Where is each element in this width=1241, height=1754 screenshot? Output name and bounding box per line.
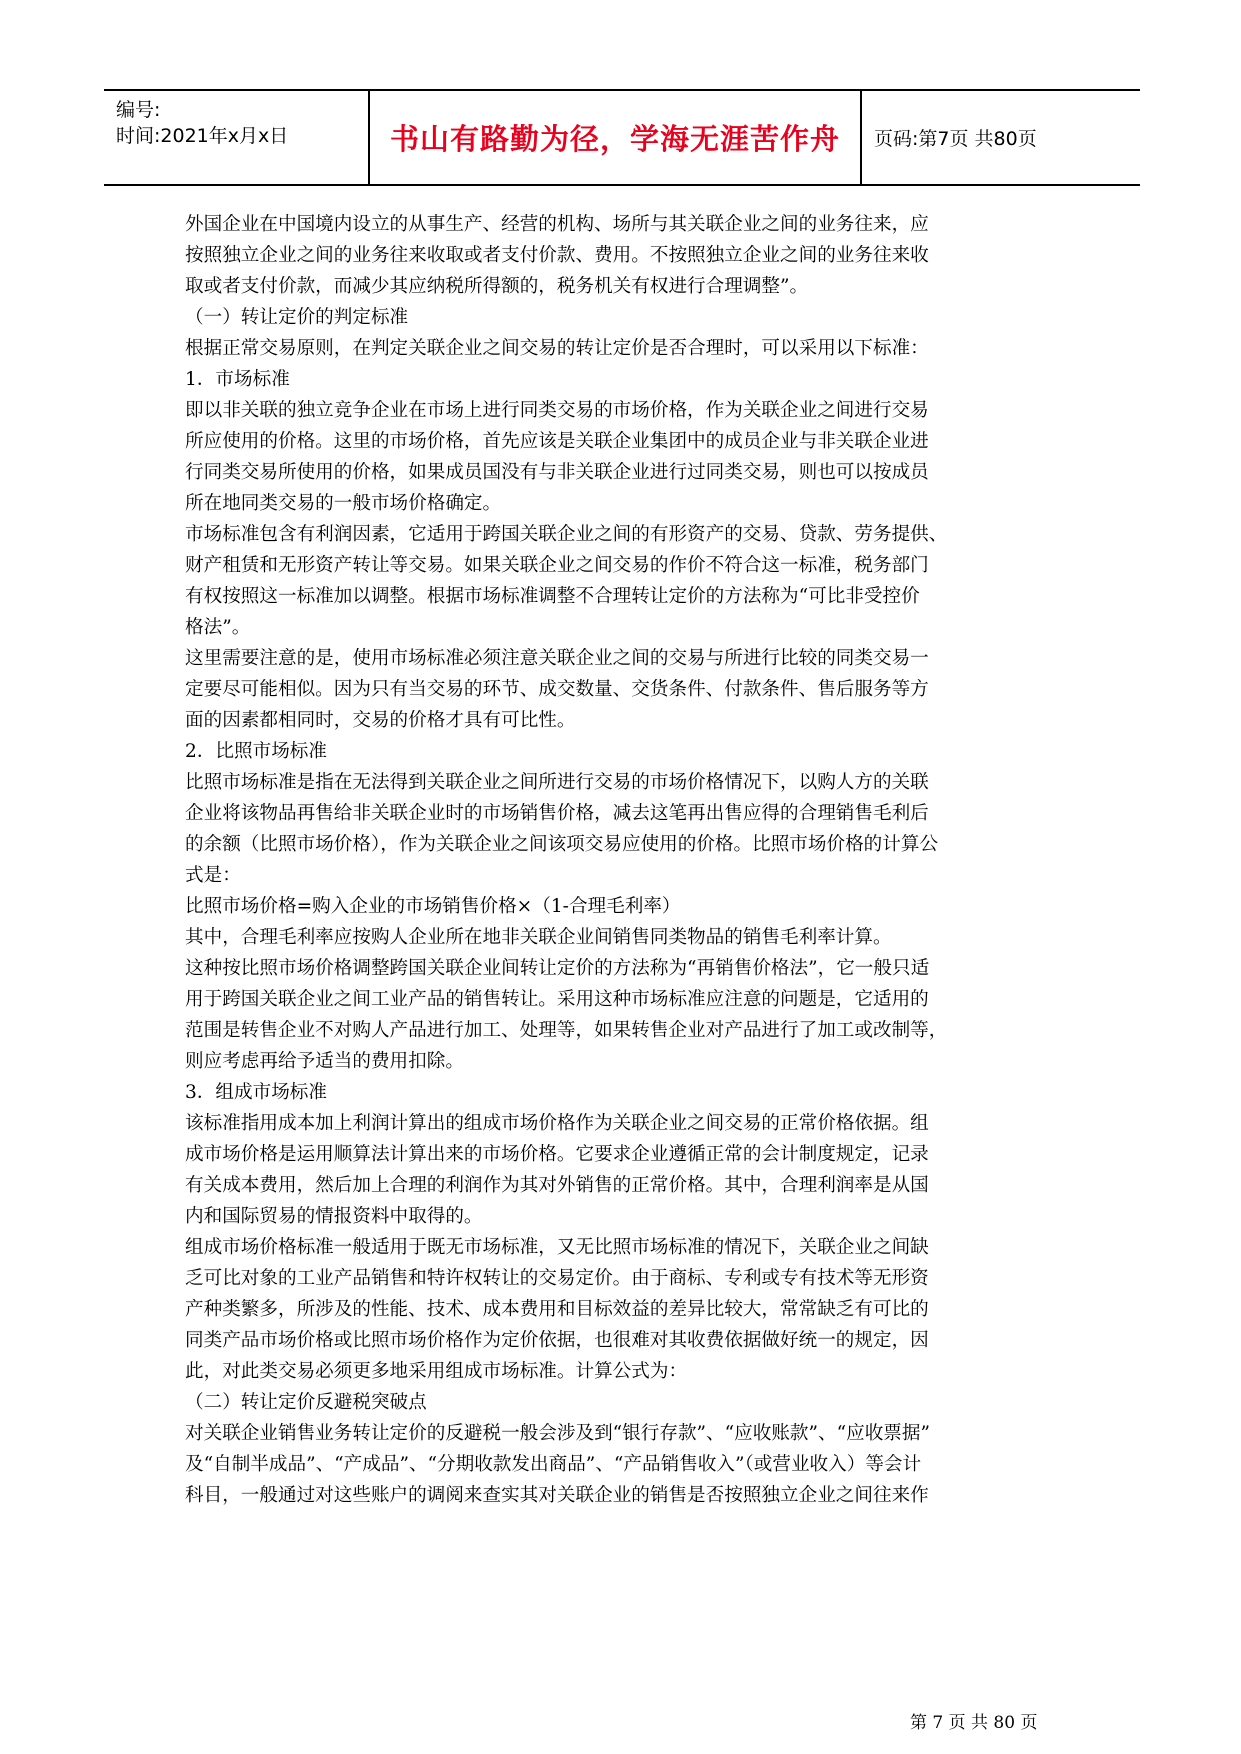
text-line: 该标准指用成本加上利润计算出的组成市场价格作为关联企业之间交易的正常价格依据。组 bbox=[185, 1113, 929, 1134]
text-line: 对关联企业销售业务转让定价的反避税一般会涉及到“银行存款”、“应收账款”、“应收票据” bbox=[185, 1423, 931, 1444]
text-line: 所应使用的价格。这里的市场价格，首先应该是关联企业集团中的成员企业与非关联企业进 bbox=[185, 431, 929, 452]
text-line: 即以非关联的独立竞争企业在市场上进行同类交易的市场价格，作为关联企业之间进行交易 bbox=[185, 400, 929, 421]
text-line: 定要尽可能相似。因为只有当交易的环节、成交数量、交货条件、付款条件、售后服务等方 bbox=[185, 679, 929, 700]
text-line: 有关成本费用，然后加上合理的利润作为其对外销售的正常价格。其中，合理利润率是从国 bbox=[185, 1175, 929, 1196]
text-line: 所在地同类交易的一般市场价格确定。 bbox=[185, 493, 502, 514]
header-page-cell bbox=[862, 91, 1140, 184]
text-line: 科目，一般通过对这些账户的调阅来查实其对关联企业的销售是否按照独立企业之间往来作 bbox=[185, 1485, 929, 1506]
header-motto: 书山有路勤为径，学海无涯苦作舟 bbox=[389, 122, 840, 156]
formula-line: 比照市场价格=购入企业的市场销售价格×（1-合理毛利率） bbox=[185, 896, 681, 917]
section-heading: （二）转让定价反避税突破点 bbox=[185, 1392, 427, 1413]
header-table bbox=[104, 89, 1140, 186]
text-line: 格法”。 bbox=[185, 617, 251, 638]
text-line: 则应考虑再给予适当的费用扣除。 bbox=[185, 1051, 464, 1072]
text-line: 同类产品市场价格或比照市场价格作为定价依据，也很难对其收费依据做好统一的规定，因 bbox=[185, 1330, 929, 1351]
text-line: 根据正常交易原则，在判定关联企业之间交易的转让定价是否合理时，可以采用以下标准： bbox=[185, 338, 929, 359]
text-line: 取或者支付价款，而减少其应纳税所得额的，税务机关有权进行合理调整”。 bbox=[185, 276, 809, 297]
text-line: 其中，合理毛利率应按购人企业所在地非关联企业间销售同类物品的销售毛利率计算。 bbox=[185, 927, 892, 948]
text-line: 式是： bbox=[185, 865, 241, 886]
section-heading: （一）转让定价的判定标准 bbox=[185, 307, 409, 328]
text-line: 比照市场标准是指在无法得到关联企业之间所进行交易的市场价格情况下，以购人方的关联 bbox=[185, 772, 929, 793]
text-line: 有权按照这一标准加以调整。根据市场标准调整不合理转让定价的方法称为“可比非受控价 bbox=[185, 586, 920, 607]
header-page-number: 页码:第7页 共80页 bbox=[874, 128, 1037, 150]
text-line: 面的因素都相同时，交易的价格才具有可比性。 bbox=[185, 710, 576, 731]
text-line: 市场标准包含有利润因素，它适用于跨国关联企业之间的有形资产的交易、贷款、劳务提供、 bbox=[185, 524, 948, 545]
text-line: 外国企业在中国境内设立的从事生产、经营的机构、场所与其关联企业之间的业务往来，应 bbox=[185, 214, 929, 235]
text-line: 此，对此类交易必须更多地采用组成市场标准。计算公式为： bbox=[185, 1361, 688, 1382]
text-line: 内和国际贸易的情报资料中取得的。 bbox=[185, 1206, 483, 1227]
text-line: 组成市场价格标准一般适用于既无市场标准，又无比照市场标准的情况下，关联企业之间缺 bbox=[185, 1237, 929, 1258]
text-line: 企业将该物品再售给非关联企业时的市场销售价格，减去这笔再出售应得的合理销售毛利后 bbox=[185, 803, 929, 824]
subsection-heading: 1．市场标准 bbox=[185, 369, 290, 390]
text-line: 用于跨国关联企业之间工业产品的销售转让。采用这种市场标准应注意的问题是，它适用的 bbox=[185, 989, 929, 1010]
footer-page-number: 第 7 页 共 80 页 bbox=[910, 1713, 1038, 1733]
text-line: 成市场价格是运用顺算法计算出来的市场价格。它要求企业遵循正常的会计制度规定，记录 bbox=[185, 1144, 929, 1165]
document-time-label: 时间:2021年x月x日 bbox=[116, 125, 289, 147]
text-line: 乏可比对象的工业产品销售和特许权转让的交易定价。由于商标、专利或专有技术等无形资 bbox=[185, 1268, 929, 1289]
text-line: 范围是转售企业不对购人产品进行加工、处理等，如果转售企业对产品进行了加工或改制等， bbox=[185, 1020, 948, 1041]
header-info-cell bbox=[104, 91, 370, 184]
subsection-heading: 2．比照市场标准 bbox=[185, 741, 327, 762]
text-line: 行同类交易所使用的价格，如果成员国没有与非关联企业进行过同类交易，则也可以按成员 bbox=[185, 462, 929, 483]
text-line: 这里需要注意的是，使用市场标准必须注意关联企业之间的交易与所进行比较的同类交易一 bbox=[185, 648, 929, 669]
text-line: 产种类繁多，所涉及的性能、技术、成本费用和目标效益的差异比较大，常常缺乏有可比的 bbox=[185, 1299, 929, 1320]
document-body bbox=[185, 209, 1070, 1511]
text-line: 的余额（比照市场价格），作为关联企业之间该项交易应使用的价格。比照市场价格的计算公 bbox=[185, 834, 939, 855]
text-line: 这种按比照市场价格调整跨国关联企业间转让定价的方法称为“再销售价格法”，它一般只适 bbox=[185, 958, 930, 979]
text-line: 按照独立企业之间的业务往来收取或者支付价款、费用。不按照独立企业之间的业务往来收 bbox=[185, 245, 929, 266]
document-number-label: 编号: bbox=[116, 99, 161, 121]
subsection-heading: 3．组成市场标准 bbox=[185, 1082, 327, 1103]
header-motto-cell bbox=[370, 91, 862, 184]
text-line: 财产租赁和无形资产转让等交易。如果关联企业之间交易的作价不符合这一标准，税务部门 bbox=[185, 555, 929, 576]
text-line: 及“自制半成品”、“产成品”、“分期收款发出商品”、“产品销售收入”（或营业收入）等会计 bbox=[185, 1454, 922, 1475]
